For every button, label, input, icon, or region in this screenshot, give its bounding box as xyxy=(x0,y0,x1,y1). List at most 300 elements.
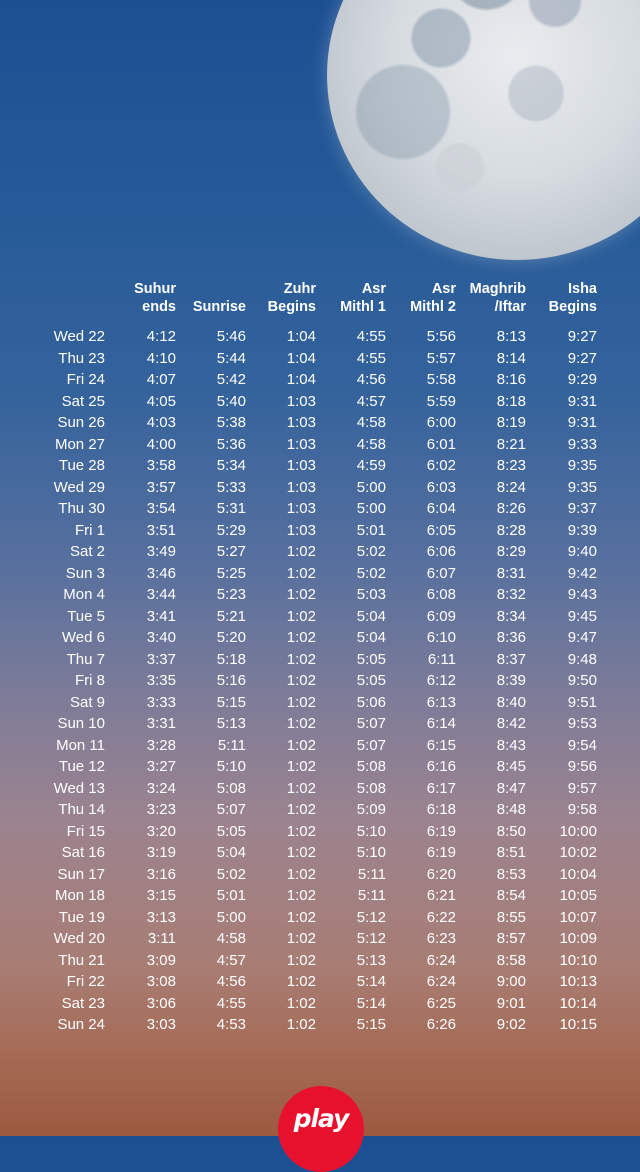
suhur-time: 3:54 xyxy=(146,500,176,517)
suhur-time: 3:13 xyxy=(146,908,176,926)
maghrib-time: 8:23 xyxy=(496,457,526,474)
zuhr-time: 1:02 xyxy=(286,908,316,926)
suhur-time: 3:19 xyxy=(146,844,176,861)
table-row xyxy=(0,864,640,886)
asr-mithl-1-time: 5:02 xyxy=(356,543,386,560)
asr-mithl-1-time: 4:55 xyxy=(356,328,386,345)
asr-mithl-2-time: 6:18 xyxy=(426,801,456,818)
maghrib-time: 8:37 xyxy=(496,650,526,668)
asr-mithl-1-time: 5:00 xyxy=(356,500,386,517)
table-row xyxy=(0,778,640,800)
isha-time: 10:09 xyxy=(559,930,597,947)
day-label: Sat 2 xyxy=(69,543,105,560)
asr-mithl-1-time: 5:05 xyxy=(356,672,386,689)
table-row xyxy=(0,821,640,843)
zuhr-time: 1:04 xyxy=(286,328,316,345)
table-row xyxy=(0,348,640,370)
asr-mithl-1-time: 5:08 xyxy=(356,758,386,775)
day-label: Sun 3 xyxy=(65,564,105,582)
sunrise-time: 5:07 xyxy=(216,801,246,818)
table-row xyxy=(0,498,640,520)
table-row xyxy=(0,391,640,413)
suhur-time: 4:05 xyxy=(146,392,176,410)
isha-time: 9:35 xyxy=(567,457,597,474)
suhur-time: 3:40 xyxy=(146,629,176,646)
asr-mithl-1-time: 5:13 xyxy=(356,951,386,969)
sunrise-time: 5:13 xyxy=(216,715,246,732)
day-label: Fri 8 xyxy=(75,672,105,689)
day-label: Fri 1 xyxy=(75,521,105,539)
table-row xyxy=(0,993,640,1015)
isha-time: 10:02 xyxy=(559,844,597,861)
asr-mithl-1-time: 5:02 xyxy=(356,564,386,582)
day-label: Fri 22 xyxy=(66,973,105,990)
maghrib-time: 8:54 xyxy=(496,887,526,904)
asr-mithl-2-time: 6:15 xyxy=(426,736,456,754)
asr-mithl-1-time: 5:06 xyxy=(356,693,386,711)
zuhr-time: 1:02 xyxy=(286,887,316,904)
day-label: Sun 26 xyxy=(57,414,105,431)
suhur-time: 3:51 xyxy=(146,521,176,539)
maghrib-time: 8:14 xyxy=(496,349,526,367)
sunrise-time: 5:05 xyxy=(216,822,246,840)
sunrise-time: 5:36 xyxy=(216,435,246,453)
sunrise-time: 5:08 xyxy=(216,779,246,797)
isha-time: 9:45 xyxy=(567,607,597,625)
maghrib-time: 8:47 xyxy=(496,779,526,797)
asr-mithl-1-time: 5:09 xyxy=(356,801,386,818)
table-row xyxy=(0,799,640,821)
asr-mithl-2-time: 6:17 xyxy=(426,779,456,797)
zuhr-time: 1:02 xyxy=(286,822,316,840)
table-row xyxy=(0,713,640,735)
maghrib-time: 8:51 xyxy=(496,844,526,861)
suhur-time: 3:58 xyxy=(146,457,176,474)
header-zuhr: Zuhr Begins xyxy=(267,281,316,315)
isha-time: 10:14 xyxy=(559,994,597,1012)
header-sunrise: Sunrise xyxy=(192,299,246,315)
zuhr-time: 1:03 xyxy=(286,521,316,539)
maghrib-time: 8:18 xyxy=(496,392,526,410)
asr-mithl-1-time: 4:55 xyxy=(356,349,386,367)
day-label: Thu 14 xyxy=(58,801,105,818)
suhur-time: 3:57 xyxy=(146,478,176,496)
isha-time: 10:13 xyxy=(559,973,597,990)
maghrib-time: 8:55 xyxy=(496,908,526,926)
maghrib-time: 8:58 xyxy=(496,951,526,969)
asr-mithl-1-time: 5:15 xyxy=(356,1016,386,1033)
asr-mithl-2-time: 6:12 xyxy=(426,672,456,689)
isha-time: 9:27 xyxy=(567,349,597,367)
header-suhur: Suhur ends xyxy=(134,281,176,315)
asr-mithl-2-time: 6:11 xyxy=(427,650,456,668)
zuhr-time: 1:02 xyxy=(286,779,316,797)
zuhr-time: 1:02 xyxy=(286,672,316,689)
suhur-time: 4:00 xyxy=(146,435,176,453)
isha-time: 9:42 xyxy=(567,564,597,582)
table-row xyxy=(0,606,640,628)
sunrise-time: 5:46 xyxy=(216,328,246,345)
zuhr-time: 1:04 xyxy=(286,349,316,367)
suhur-time: 3:46 xyxy=(146,564,176,582)
sunrise-time: 5:29 xyxy=(216,521,246,539)
table-row xyxy=(0,369,640,391)
zuhr-time: 1:02 xyxy=(286,930,316,947)
zuhr-time: 1:03 xyxy=(286,414,316,431)
sunrise-time: 5:01 xyxy=(216,887,246,904)
maghrib-time: 8:34 xyxy=(496,607,526,625)
zuhr-time: 1:02 xyxy=(286,607,316,625)
zuhr-time: 1:03 xyxy=(286,435,316,453)
asr-mithl-2-time: 6:13 xyxy=(426,693,456,711)
asr-mithl-1-time: 5:07 xyxy=(356,715,386,732)
isha-time: 10:00 xyxy=(559,822,597,840)
asr-mithl-2-time: 6:19 xyxy=(426,822,456,840)
table-row xyxy=(0,520,640,542)
asr-mithl-1-time: 5:14 xyxy=(356,973,386,990)
isha-time: 10:15 xyxy=(559,1016,597,1033)
maghrib-time: 8:40 xyxy=(496,693,526,711)
table-row xyxy=(0,627,640,649)
suhur-time: 3:03 xyxy=(146,1016,176,1033)
maghrib-time: 8:39 xyxy=(496,672,526,689)
table-row xyxy=(0,1014,640,1036)
table-row xyxy=(0,412,640,434)
asr-mithl-1-time: 5:10 xyxy=(356,844,386,861)
asr-mithl-1-time: 5:11 xyxy=(357,887,386,904)
sunrise-time: 5:18 xyxy=(216,650,246,668)
day-label: Fri 24 xyxy=(66,371,105,388)
sunrise-time: 4:56 xyxy=(216,973,246,990)
asr-mithl-2-time: 6:26 xyxy=(426,1016,456,1033)
suhur-time: 3:06 xyxy=(146,994,176,1012)
maghrib-time: 9:00 xyxy=(496,973,526,990)
day-label: Mon 27 xyxy=(54,435,105,453)
asr-mithl-2-time: 6:05 xyxy=(426,521,456,539)
asr-mithl-1-time: 5:10 xyxy=(356,822,386,840)
day-label: Wed 6 xyxy=(61,629,105,646)
isha-time: 9:27 xyxy=(567,328,597,345)
day-label: Tue 12 xyxy=(58,758,105,775)
suhur-time: 3:09 xyxy=(146,951,176,969)
asr-mithl-2-time: 6:07 xyxy=(426,564,456,582)
table-row xyxy=(0,692,640,714)
zuhr-time: 1:04 xyxy=(286,371,316,388)
asr-mithl-1-time: 4:58 xyxy=(356,435,386,453)
day-label: Wed 22 xyxy=(53,328,105,345)
table-header xyxy=(0,280,640,320)
table-row xyxy=(0,477,640,499)
maghrib-time: 8:16 xyxy=(496,371,526,388)
maghrib-time: 8:19 xyxy=(496,414,526,431)
asr-mithl-1-time: 5:12 xyxy=(356,930,386,947)
maghrib-time: 8:32 xyxy=(496,586,526,603)
asr-mithl-2-time: 6:09 xyxy=(426,607,456,625)
sunrise-time: 5:04 xyxy=(216,844,246,861)
sunrise-time: 5:23 xyxy=(216,586,246,603)
asr-mithl-2-time: 6:16 xyxy=(426,758,456,775)
asr-mithl-1-time: 5:07 xyxy=(356,736,386,754)
maghrib-time: 8:53 xyxy=(496,865,526,883)
asr-mithl-1-time: 4:57 xyxy=(356,392,386,410)
asr-mithl-1-time: 5:08 xyxy=(356,779,386,797)
prayer-times-table xyxy=(0,280,640,1036)
day-label: Thu 7 xyxy=(66,650,105,668)
header-isha: Isha Begins xyxy=(548,281,597,315)
day-label: Sat 25 xyxy=(61,392,105,410)
asr-mithl-2-time: 6:04 xyxy=(426,500,456,517)
asr-mithl-1-time: 5:11 xyxy=(357,865,386,883)
suhur-time: 3:44 xyxy=(146,586,176,603)
asr-mithl-2-time: 6:25 xyxy=(426,994,456,1012)
table-row xyxy=(0,584,640,606)
asr-mithl-2-time: 6:19 xyxy=(426,844,456,861)
maghrib-time: 8:29 xyxy=(496,543,526,560)
play-logo-text: play xyxy=(293,1104,349,1133)
day-label: Fri 15 xyxy=(66,822,105,840)
table-row xyxy=(0,735,640,757)
maghrib-time: 8:26 xyxy=(496,500,526,517)
table-row xyxy=(0,326,640,348)
isha-time: 9:39 xyxy=(567,521,597,539)
asr-mithl-1-time: 4:56 xyxy=(356,371,386,388)
day-label: Wed 29 xyxy=(53,478,105,496)
sunrise-time: 5:40 xyxy=(216,392,246,410)
asr-mithl-1-time: 5:05 xyxy=(356,650,386,668)
zuhr-time: 1:03 xyxy=(286,392,316,410)
suhur-time: 3:31 xyxy=(146,715,176,732)
isha-time: 10:07 xyxy=(559,908,597,926)
suhur-time: 3:11 xyxy=(147,930,176,947)
zuhr-time: 1:02 xyxy=(286,758,316,775)
day-label: Sun 24 xyxy=(57,1016,105,1033)
table-row xyxy=(0,670,640,692)
maghrib-time: 8:43 xyxy=(496,736,526,754)
suhur-time: 3:49 xyxy=(146,543,176,560)
isha-time: 9:58 xyxy=(567,801,597,818)
zuhr-time: 1:02 xyxy=(286,951,316,969)
isha-time: 9:35 xyxy=(567,478,597,496)
sunrise-time: 4:53 xyxy=(216,1016,246,1033)
asr-mithl-2-time: 6:20 xyxy=(426,865,456,883)
asr-mithl-2-time: 6:01 xyxy=(426,435,456,453)
sunrise-time: 5:15 xyxy=(216,693,246,711)
isha-time: 9:54 xyxy=(567,736,597,754)
sunrise-time: 5:38 xyxy=(216,414,246,431)
asr-mithl-1-time: 4:58 xyxy=(356,414,386,431)
isha-time: 9:51 xyxy=(567,693,597,711)
suhur-time: 3:23 xyxy=(146,801,176,818)
zuhr-time: 1:02 xyxy=(286,1016,316,1033)
zuhr-time: 1:02 xyxy=(286,693,316,711)
table-row xyxy=(0,434,640,456)
table-row xyxy=(0,756,640,778)
asr-mithl-1-time: 5:03 xyxy=(356,586,386,603)
day-label: Tue 5 xyxy=(67,607,105,625)
sunrise-time: 5:21 xyxy=(216,607,246,625)
zuhr-time: 1:02 xyxy=(286,865,316,883)
table-row xyxy=(0,541,640,563)
isha-time: 9:47 xyxy=(567,629,597,646)
asr-mithl-2-time: 6:24 xyxy=(426,973,456,990)
sunrise-time: 5:02 xyxy=(216,865,246,883)
maghrib-time: 8:28 xyxy=(496,521,526,539)
asr-mithl-2-time: 5:57 xyxy=(426,349,456,367)
table-row xyxy=(0,885,640,907)
day-label: Tue 28 xyxy=(58,457,105,474)
isha-time: 9:43 xyxy=(567,586,597,603)
sunrise-time: 5:33 xyxy=(216,478,246,496)
header-asr-mithl-1: Asr Mithl 1 xyxy=(340,281,386,315)
zuhr-time: 1:02 xyxy=(286,844,316,861)
header-asr-mithl-2: Asr Mithl 2 xyxy=(410,281,456,315)
sunrise-time: 5:42 xyxy=(216,371,246,388)
suhur-time: 4:07 xyxy=(146,371,176,388)
isha-time: 9:31 xyxy=(567,414,597,431)
table-row xyxy=(0,971,640,993)
asr-mithl-2-time: 5:58 xyxy=(426,371,456,388)
asr-mithl-2-time: 5:56 xyxy=(426,328,456,345)
day-label: Thu 21 xyxy=(58,951,105,969)
sunrise-time: 5:10 xyxy=(216,758,246,775)
table-row xyxy=(0,907,640,929)
sunrise-time: 5:20 xyxy=(216,629,246,646)
suhur-time: 3:15 xyxy=(146,887,176,904)
maghrib-time: 8:36 xyxy=(496,629,526,646)
suhur-time: 3:37 xyxy=(146,650,176,668)
maghrib-time: 8:50 xyxy=(496,822,526,840)
day-label: Sat 23 xyxy=(61,994,105,1012)
suhur-time: 3:33 xyxy=(146,693,176,711)
asr-mithl-1-time: 5:01 xyxy=(356,521,386,539)
table-row xyxy=(0,649,640,671)
asr-mithl-2-time: 6:08 xyxy=(426,586,456,603)
asr-mithl-1-time: 4:59 xyxy=(356,457,386,474)
suhur-time: 3:24 xyxy=(146,779,176,797)
zuhr-time: 1:03 xyxy=(286,478,316,496)
isha-time: 10:04 xyxy=(559,865,597,883)
suhur-time: 3:27 xyxy=(146,758,176,775)
asr-mithl-2-time: 6:03 xyxy=(426,478,456,496)
asr-mithl-2-time: 6:24 xyxy=(426,951,456,969)
table-row xyxy=(0,928,640,950)
header-maghrib: Maghrib /Iftar xyxy=(469,281,526,315)
zuhr-time: 1:02 xyxy=(286,543,316,560)
suhur-time: 4:03 xyxy=(146,414,176,431)
table-row xyxy=(0,455,640,477)
day-label: Sat 16 xyxy=(61,844,105,861)
zuhr-time: 1:02 xyxy=(286,994,316,1012)
zuhr-time: 1:02 xyxy=(286,629,316,646)
maghrib-time: 8:45 xyxy=(496,758,526,775)
isha-time: 9:53 xyxy=(567,715,597,732)
isha-time: 9:33 xyxy=(567,435,597,453)
maghrib-time: 9:01 xyxy=(496,994,526,1012)
sunrise-time: 4:55 xyxy=(216,994,246,1012)
sunrise-time: 4:57 xyxy=(216,951,246,969)
suhur-time: 3:16 xyxy=(146,865,176,883)
isha-time: 10:10 xyxy=(559,951,597,969)
sunrise-time: 5:00 xyxy=(216,908,246,926)
suhur-time: 3:20 xyxy=(146,822,176,840)
sunrise-time: 5:25 xyxy=(216,564,246,582)
table-row xyxy=(0,563,640,585)
day-label: Mon 11 xyxy=(56,736,105,754)
suhur-time: 4:12 xyxy=(146,328,176,345)
asr-mithl-1-time: 5:00 xyxy=(356,478,386,496)
day-label: Thu 30 xyxy=(58,500,105,517)
day-label: Sun 10 xyxy=(57,715,105,732)
day-label: Mon 4 xyxy=(63,586,105,603)
day-label: Mon 18 xyxy=(54,887,105,904)
day-label: Thu 23 xyxy=(58,349,105,367)
maghrib-time: 8:31 xyxy=(496,564,526,582)
sunrise-time: 5:44 xyxy=(216,349,246,367)
suhur-time: 3:41 xyxy=(146,607,176,625)
sunrise-time: 4:58 xyxy=(216,930,246,947)
table-row xyxy=(0,950,640,972)
isha-time: 9:40 xyxy=(567,543,597,560)
isha-time: 9:56 xyxy=(567,758,597,775)
asr-mithl-1-time: 5:14 xyxy=(356,994,386,1012)
sunrise-time: 5:31 xyxy=(216,500,246,517)
suhur-time: 4:10 xyxy=(146,349,176,367)
day-label: Wed 20 xyxy=(53,930,105,947)
day-label: Sat 9 xyxy=(69,693,105,711)
zuhr-time: 1:02 xyxy=(286,736,316,754)
zuhr-time: 1:02 xyxy=(286,715,316,732)
day-label: Tue 19 xyxy=(58,908,105,926)
asr-mithl-2-time: 6:00 xyxy=(426,414,456,431)
maghrib-time: 8:24 xyxy=(496,478,526,496)
zuhr-time: 1:02 xyxy=(286,973,316,990)
maghrib-time: 8:42 xyxy=(496,715,526,732)
zuhr-time: 1:03 xyxy=(286,457,316,474)
zuhr-time: 1:02 xyxy=(286,564,316,582)
asr-mithl-2-time: 6:23 xyxy=(426,930,456,947)
maghrib-time: 8:48 xyxy=(496,801,526,818)
asr-mithl-1-time: 5:04 xyxy=(356,629,386,646)
zuhr-time: 1:02 xyxy=(286,586,316,603)
asr-mithl-2-time: 6:21 xyxy=(426,887,456,904)
maghrib-time: 8:57 xyxy=(496,930,526,947)
suhur-time: 3:08 xyxy=(146,973,176,990)
table-body xyxy=(0,326,640,1036)
suhur-time: 3:35 xyxy=(146,672,176,689)
isha-time: 9:37 xyxy=(567,500,597,517)
day-label: Wed 13 xyxy=(53,779,105,797)
asr-mithl-1-time: 5:04 xyxy=(356,607,386,625)
isha-time: 9:50 xyxy=(567,672,597,689)
isha-time: 9:31 xyxy=(567,392,597,410)
asr-mithl-2-time: 6:02 xyxy=(426,457,456,474)
isha-time: 9:57 xyxy=(567,779,597,797)
sunrise-time: 5:16 xyxy=(216,672,246,689)
sunrise-time: 5:34 xyxy=(216,457,246,474)
isha-time: 10:05 xyxy=(559,887,597,904)
isha-time: 9:29 xyxy=(567,371,597,388)
play-logo xyxy=(278,1086,364,1172)
asr-mithl-2-time: 5:59 xyxy=(426,392,456,410)
sunrise-time: 5:27 xyxy=(216,543,246,560)
asr-mithl-2-time: 6:22 xyxy=(426,908,456,926)
asr-mithl-2-time: 6:14 xyxy=(426,715,456,732)
suhur-time: 3:28 xyxy=(146,736,176,754)
isha-time: 9:48 xyxy=(567,650,597,668)
day-label: Sun 17 xyxy=(57,865,105,883)
zuhr-time: 1:02 xyxy=(286,650,316,668)
table-row xyxy=(0,842,640,864)
